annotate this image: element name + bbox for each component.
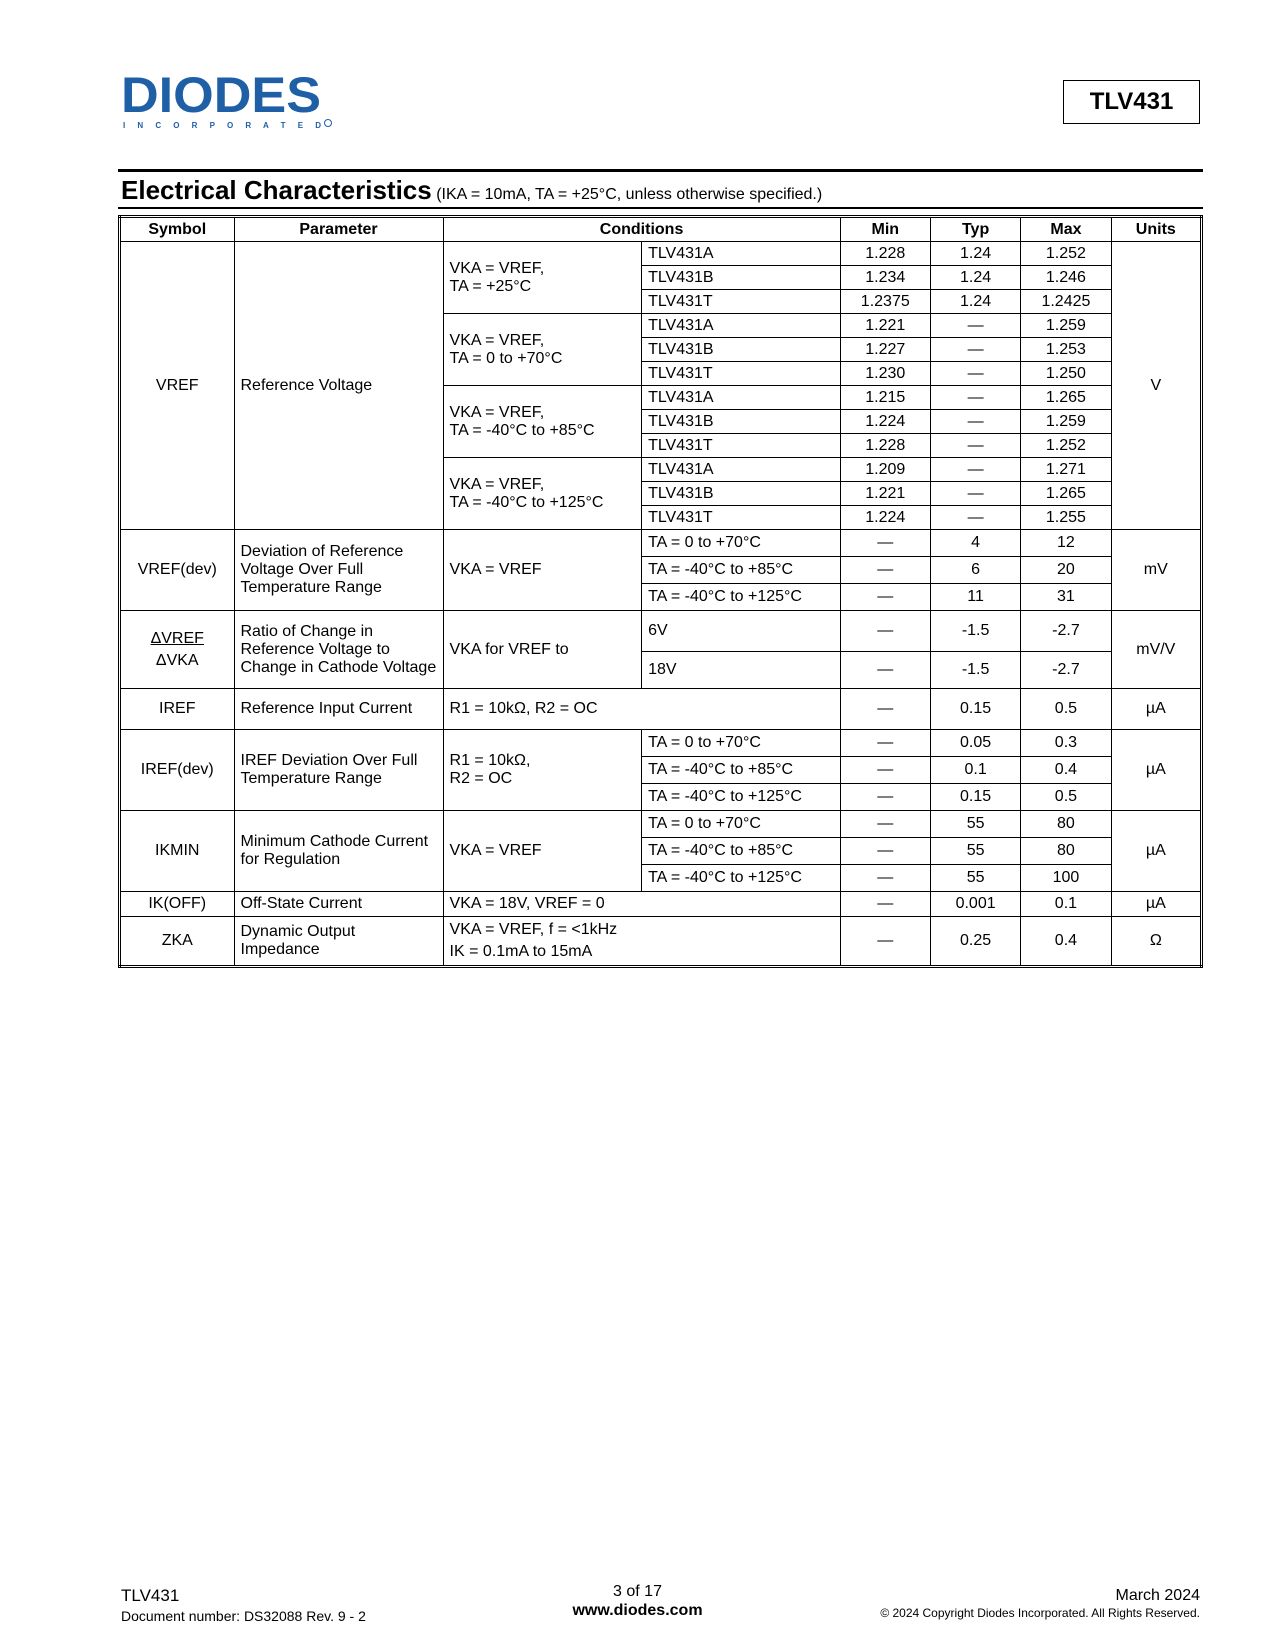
part-number-box: TLV431 (1063, 80, 1200, 124)
min-cell: 1.228 (840, 242, 930, 266)
device-cell: TLV431A (642, 242, 841, 266)
max-cell: 12 (1021, 530, 1111, 557)
temp-cell: TA = -40°C to +125°C (642, 865, 841, 892)
min-cell: — (840, 865, 930, 892)
typ-cell: — (930, 386, 1020, 410)
table-row (120, 730, 1202, 757)
typ-cell: 11 (930, 584, 1020, 611)
min-cell: — (840, 892, 930, 917)
typ-cell: 4 (930, 530, 1020, 557)
iref-dev-unit: µA (1111, 730, 1201, 811)
max-cell: 1.250 (1021, 362, 1111, 386)
max-cell: 100 (1021, 865, 1111, 892)
typ-cell: 55 (930, 838, 1020, 865)
header-conditions: Conditions (443, 217, 840, 242)
ikoff-unit: µA (1111, 892, 1201, 917)
table-row (120, 611, 1202, 652)
iref-dev-parameter: IREF Deviation Over Full Temperature Range (234, 730, 443, 811)
temp-cell: TA = -40°C to +85°C (642, 557, 841, 584)
device-cell: TLV431A (642, 314, 841, 338)
ratio-parameter: Ratio of Change in Reference Voltage to Change in Cathode Voltage (234, 611, 443, 689)
max-cell: 0.4 (1021, 757, 1111, 784)
min-cell: — (840, 530, 930, 557)
min-cell: 1.224 (840, 410, 930, 434)
typ-cell: — (930, 410, 1020, 434)
max-cell: 0.5 (1021, 689, 1111, 730)
vref-symbol: VREF (120, 242, 235, 530)
vref-parameter: Reference Voltage (234, 242, 443, 530)
typ-cell: 0.1 (930, 757, 1020, 784)
vref-condition: VKA = VREF, TA = 0 to +70°C (443, 314, 642, 386)
typ-cell: 0.001 (930, 892, 1020, 917)
table-row (120, 242, 1202, 266)
typ-cell: 0.05 (930, 730, 1020, 757)
max-cell: 1.271 (1021, 458, 1111, 482)
footer-part: TLV431 (121, 1586, 180, 1605)
typ-cell: 55 (930, 811, 1020, 838)
voltage-cell: 18V (642, 652, 841, 689)
vref-dev-condition: VKA = VREF (443, 530, 642, 611)
max-cell: 1.252 (1021, 242, 1111, 266)
section-rule-bottom (118, 207, 1203, 209)
max-cell: -2.7 (1021, 652, 1111, 689)
table-header-row (120, 217, 1202, 242)
device-cell: TLV431T (642, 506, 841, 530)
ikmin-parameter: Minimum Cathode Current for Regulation (234, 811, 443, 892)
min-cell: 1.209 (840, 458, 930, 482)
typ-cell: — (930, 458, 1020, 482)
typ-cell: — (930, 506, 1020, 530)
device-cell: TLV431B (642, 338, 841, 362)
max-cell: 1.2425 (1021, 290, 1111, 314)
header-units: Units (1111, 217, 1201, 242)
ikoff-parameter: Off-State Current (234, 892, 443, 917)
min-cell: 1.221 (840, 314, 930, 338)
table-row (120, 689, 1202, 730)
footer-copyright: © 2024 Copyright Diodes Incorporated. All Rights Reserved. (880, 1606, 1200, 1620)
typ-cell: 0.25 (930, 917, 1020, 967)
vref-dev-symbol: VREF(dev) (120, 530, 235, 611)
typ-cell: — (930, 482, 1020, 506)
iref-dev-condition: R1 = 10kΩ, R2 = OC (443, 730, 642, 811)
ikoff-symbol: IK(OFF) (120, 892, 235, 917)
electrical-characteristics-table (118, 215, 1203, 968)
footer-page: 3 of 17 (613, 1583, 662, 1600)
max-cell: 80 (1021, 838, 1111, 865)
max-cell: 80 (1021, 811, 1111, 838)
max-cell: 1.252 (1021, 434, 1111, 458)
max-cell: 20 (1021, 557, 1111, 584)
device-cell: TLV431A (642, 386, 841, 410)
typ-cell: -1.5 (930, 611, 1020, 652)
min-cell: — (840, 689, 930, 730)
section-rule-top (118, 169, 1203, 172)
footer-date: March 2024 (1115, 1587, 1200, 1604)
iref-unit: µA (1111, 689, 1201, 730)
min-cell: — (840, 557, 930, 584)
temp-cell: TA = 0 to +70°C (642, 811, 841, 838)
ikoff-condition: VKA = 18V, VREF = 0 (443, 892, 840, 917)
iref-parameter: Reference Input Current (234, 689, 443, 730)
max-cell: 0.1 (1021, 892, 1111, 917)
typ-cell: 55 (930, 865, 1020, 892)
device-cell: TLV431A (642, 458, 841, 482)
max-cell: 0.4 (1021, 917, 1111, 967)
footer-url[interactable]: www.diodes.com (572, 1602, 703, 1619)
table-row (120, 811, 1202, 838)
typ-cell: 6 (930, 557, 1020, 584)
table-row (120, 892, 1202, 917)
ratio-symbol: $\frac{\text{ΔVREF}}{\text{ΔVKA}}$ (120, 611, 235, 689)
min-cell: — (840, 652, 930, 689)
max-cell: 0.3 (1021, 730, 1111, 757)
table-row (120, 530, 1202, 557)
min-cell: — (840, 784, 930, 811)
min-cell: — (840, 584, 930, 611)
typ-cell: -1.5 (930, 652, 1020, 689)
temp-cell: TA = -40°C to +85°C (642, 757, 841, 784)
max-cell: 0.5 (1021, 784, 1111, 811)
min-cell: — (840, 730, 930, 757)
min-cell: — (840, 757, 930, 784)
header-min: Min (840, 217, 930, 242)
typ-cell: — (930, 434, 1020, 458)
min-cell: 1.224 (840, 506, 930, 530)
max-cell: 1.259 (1021, 314, 1111, 338)
zka-condition: VKA = VREF, f = <1kHz IK = 0.1mA to 15mA (443, 917, 840, 967)
min-cell: 1.215 (840, 386, 930, 410)
min-cell: — (840, 811, 930, 838)
temp-cell: TA = -40°C to +85°C (642, 838, 841, 865)
typ-cell: 0.15 (930, 784, 1020, 811)
typ-cell: 1.24 (930, 290, 1020, 314)
typ-cell: — (930, 362, 1020, 386)
min-cell: 1.230 (840, 362, 930, 386)
vref-dev-parameter: Deviation of Reference Voltage Over Full Temperature Range (234, 530, 443, 611)
typ-cell: — (930, 338, 1020, 362)
logo-text: DIODES (121, 70, 321, 123)
header-symbol: Symbol (120, 217, 235, 242)
ikmin-unit: µA (1111, 811, 1201, 892)
device-cell: TLV431T (642, 290, 841, 314)
header-parameter: Parameter (234, 217, 443, 242)
vref-dev-unit: mV (1111, 530, 1201, 611)
max-cell: 1.253 (1021, 338, 1111, 362)
temp-cell: TA = -40°C to +125°C (642, 784, 841, 811)
max-cell: 31 (1021, 584, 1111, 611)
device-cell: TLV431T (642, 434, 841, 458)
vref-condition: VKA = VREF, TA = +25°C (443, 242, 642, 314)
vref-unit: V (1111, 242, 1201, 530)
table-row (120, 917, 1202, 967)
vref-condition: VKA = VREF, TA = -40°C to +85°C (443, 386, 642, 458)
vref-condition: VKA = VREF, TA = -40°C to +125°C (443, 458, 642, 530)
max-cell: 1.255 (1021, 506, 1111, 530)
min-cell: 1.2375 (840, 290, 930, 314)
max-cell: 1.246 (1021, 266, 1111, 290)
min-cell: 1.234 (840, 266, 930, 290)
voltage-cell: 6V (642, 611, 841, 652)
typ-cell: 0.15 (930, 689, 1020, 730)
header-max: Max (1021, 217, 1111, 242)
ratio-condition: VKA for VREF to (443, 611, 642, 689)
iref-dev-symbol: IREF(dev) (120, 730, 235, 811)
zka-symbol: ZKA (120, 917, 235, 967)
footer-docnum: Document number: DS32088 Rev. 9 - 2 (121, 1608, 366, 1624)
header-typ: Typ (930, 217, 1020, 242)
min-cell: — (840, 917, 930, 967)
device-cell: TLV431B (642, 266, 841, 290)
max-cell: 1.265 (1021, 386, 1111, 410)
min-cell: — (840, 838, 930, 865)
zka-unit: Ω (1111, 917, 1201, 967)
ikmin-condition: VKA = VREF (443, 811, 642, 892)
ikmin-symbol: IKMIN (120, 811, 235, 892)
typ-cell: — (930, 314, 1020, 338)
min-cell: 1.228 (840, 434, 930, 458)
iref-symbol: IREF (120, 689, 235, 730)
diodes-logo (121, 70, 336, 132)
temp-cell: TA = -40°C to +125°C (642, 584, 841, 611)
ratio-unit: mV/V (1111, 611, 1201, 689)
section-condition: (IKA = 10mA, TA = +25°C, unless otherwise specified.) (436, 186, 823, 203)
temp-cell: TA = 0 to +70°C (642, 730, 841, 757)
min-cell: — (840, 611, 930, 652)
zka-parameter: Dynamic Output Impedance (234, 917, 443, 967)
device-cell: TLV431B (642, 482, 841, 506)
typ-cell: 1.24 (930, 242, 1020, 266)
section-title (121, 175, 822, 206)
min-cell: 1.221 (840, 482, 930, 506)
max-cell: 1.265 (1021, 482, 1111, 506)
logo-subtext: I N C O R P O R A T E D (123, 121, 321, 130)
device-cell: TLV431T (642, 362, 841, 386)
device-cell: TLV431B (642, 410, 841, 434)
iref-condition: R1 = 10kΩ, R2 = OC (443, 689, 840, 730)
max-cell: -2.7 (1021, 611, 1111, 652)
section-title-text: Electrical Characteristics (121, 175, 432, 205)
temp-cell: TA = 0 to +70°C (642, 530, 841, 557)
min-cell: 1.227 (840, 338, 930, 362)
typ-cell: 1.24 (930, 266, 1020, 290)
max-cell: 1.259 (1021, 410, 1111, 434)
